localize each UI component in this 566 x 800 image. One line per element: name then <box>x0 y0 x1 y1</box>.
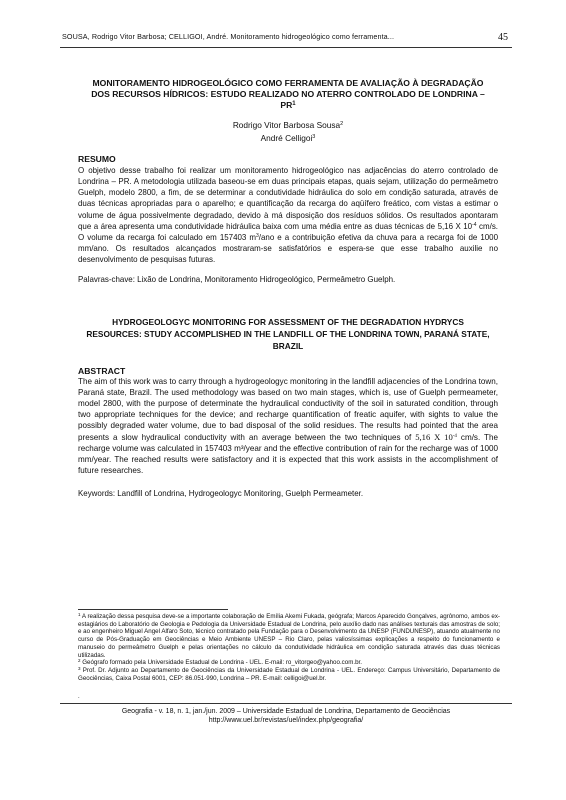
footer-url: http://www.uel.br/revistas/uel/index.php/geografia/ <box>208 717 364 724</box>
title-portuguese-text: MONITORAMENTO HIDROGEOLÓGICO COMO FERRAMENTA DE AVALIAÇÃO À DEGRADAÇÃO DOS RECURSOS HÍDRICOS: ESTUDO REALIZADO NO ATERRO CONTROLADO DE LONDRINA – PR <box>91 78 485 110</box>
footnote-1 <box>78 613 500 659</box>
footnote-trailing-dot: . <box>78 694 80 700</box>
header-divider <box>60 47 512 48</box>
abstract-text-part2: cm/s. The recharge volume was calculated in 157403 m³/year and the effective contribution of rain for the recharge was of 1000 mm/year. The reached results were satisfactory and it is expected that this work assists in the accomplishment of future researches. <box>78 432 498 475</box>
resumo-text-part2: cm/s. O volume da recarga foi calculado em 157403 m <box>78 221 499 242</box>
footnote-3-mark: 3 <box>78 665 81 671</box>
footnote-2 <box>78 659 500 667</box>
resumo-unit-exponent: 3 <box>256 232 259 239</box>
page-number: 45 <box>498 32 508 43</box>
footer-divider <box>60 703 512 704</box>
author-1-name: Rodrigo Vitor Barbosa Sousa <box>232 120 341 130</box>
resumo-exponent: -4 <box>472 221 477 228</box>
title-english: HYDROGEOLOGYC MONITORING FOR ASSESSMENT OF THE DEGRADATION HYDRYCS RESOURCES: STUDY ACCOMPLISHED IN THE LANDFILL OF THE LONDRINA TOWN, PARANÁ STATE, BRAZIL <box>86 317 490 352</box>
keywords: Keywords: Landfill of Londrina, Hydrogeologyc Monitoring, Guelph Permeameter. <box>78 488 364 498</box>
footnote-divider <box>78 609 228 610</box>
resumo-text <box>78 165 498 265</box>
footnote-2-mark: 2 <box>78 658 81 664</box>
footnote-3 <box>78 667 500 682</box>
title-portuguese <box>84 78 492 111</box>
page-footer <box>60 707 512 725</box>
footnote-1-mark: 1 <box>78 612 81 617</box>
abstract-text-part1: The aim of this work was to carry through a hydrogeologyc monitoring in the landfill adjacencies of the Londrina town, Paraná state, Brazil. The used methodology was based on two main stages, which is, use of Guelph permeameter, model 2800, with the purpose of determinate the hydraulical conductivity of the soil in saturated condition, through two appropriate techniques for the device; and recharge quantification of freatic aquifer, with sights to value the possibly degraded water volume, due to bad disposal of the solid residues. The results had pointed that the area presents a slow hydraulical conductivity with an average between the two techniques of <box>78 377 498 442</box>
footnotes <box>78 613 500 682</box>
author-1-mark: 2 <box>340 121 344 127</box>
resumo-text-part3: /ano e a contribuição efetiva da chuva para a recarga foi de 1000 mm/ano. Os resultados alcançados mostraram-se satisfatórios e espera-se que esse trabalho auxilie no desenvolvimento de pesquisas futuras. <box>78 232 498 265</box>
title-footnote-mark: 1 <box>292 101 296 107</box>
authors <box>78 119 498 144</box>
abstract-exponent: -4 <box>452 433 457 439</box>
footnote-2-text: Geógrafo formado pela Universidade Estadual de Londrina - UEL. E-mail: ro_vitorgeo@yahoo.com.br. <box>80 659 362 667</box>
footnote-3-text: Prof. Dr. Adjunto ao Departamento de Geociências da Universidade Estadual de Londrina - UEL. Endereço: Campus Universitário, Departamento de Geociências, Caixa Postal 6001, CEP: 86.051-990, Londrina – PR. E-mail: celligoi@uel.br. <box>78 666 500 682</box>
footnote-1-text: A realização dessa pesquisa deve-se a importante colaboração de Emília Akemi Fukada, geógrafa; Marcos Aparecido Gonçalves, agrônomo, ambos ex-estagiários do Laboratório de Geologia e Pedologia da Universidade Estadual de Londrina, pelo auxílio dado nas análises texturais das amostras de solo; e ao engenheiro Miguel Angel Alfaro Soto, técnico contratado pela Fundação para o Desenvolvimento da UNESP (FUNDUNESP), atuando atualmente no curso de Pós-Graduação em Geociências e Meio Ambiente UNESP – Rio Claro, pelas valiosíssimas explicações a respeito do funcionamento e manuseio do permeâmetro Guelph e pelas orientações no cálculo da condutividade hidráulica em condição saturada através das duas técnicas utilizadas. <box>78 613 500 659</box>
palavras-chave: Palavras-chave: Lixão de Londrina, Monitoramento Hidrogeológico, Permeâmetro Guelph. <box>78 275 396 285</box>
author-2 <box>78 132 498 145</box>
footer-citation: Geografia - v. 18, n. 1, jan./jun. 2009 – Universidade Estadual de Londrina, Departamento de Geociências <box>121 708 451 715</box>
author-1 <box>78 119 498 132</box>
resumo-heading: RESUMO <box>78 154 116 164</box>
abstract-value-base: 5,16 X 10 <box>415 431 453 442</box>
abstract-heading: ABSTRACT <box>78 366 126 377</box>
abstract-text <box>78 377 498 476</box>
author-2-mark: 3 <box>312 133 316 140</box>
running-head: SOUSA, Rodrigo Vitor Barbosa; CELLIGOI, André. Monitoramento hidrogeológico como ferramenta... <box>62 32 395 41</box>
author-2-name: André Celligoi <box>260 132 313 143</box>
abstract-value <box>415 432 457 442</box>
resumo-text-part1: O objetivo desse trabalho foi realizar um monitoramento hidrogeológico nas adjacências do aterro controlado de Londrina – PR. A metodologia utilizada baseou-se em duas principais etapas, quais sejam, utilização do permeâmetro Guelph, modelo 2800, a fim, de se determinar a condutividade hidráulica do solo em condição saturada, através de duas técnicas apropriadas para o aparelho; e quantificação da recarga do aqüífero freático, com vistas a estimar o volume de água possivelmente degradado, devido à má disposição dos resíduos sólidos. Os resultados apontaram que a área apresenta uma condutividade hidráulica baixa com uma média entre as duas técnicas de 5,16 X 10 <box>78 166 498 231</box>
article-body <box>78 78 498 499</box>
